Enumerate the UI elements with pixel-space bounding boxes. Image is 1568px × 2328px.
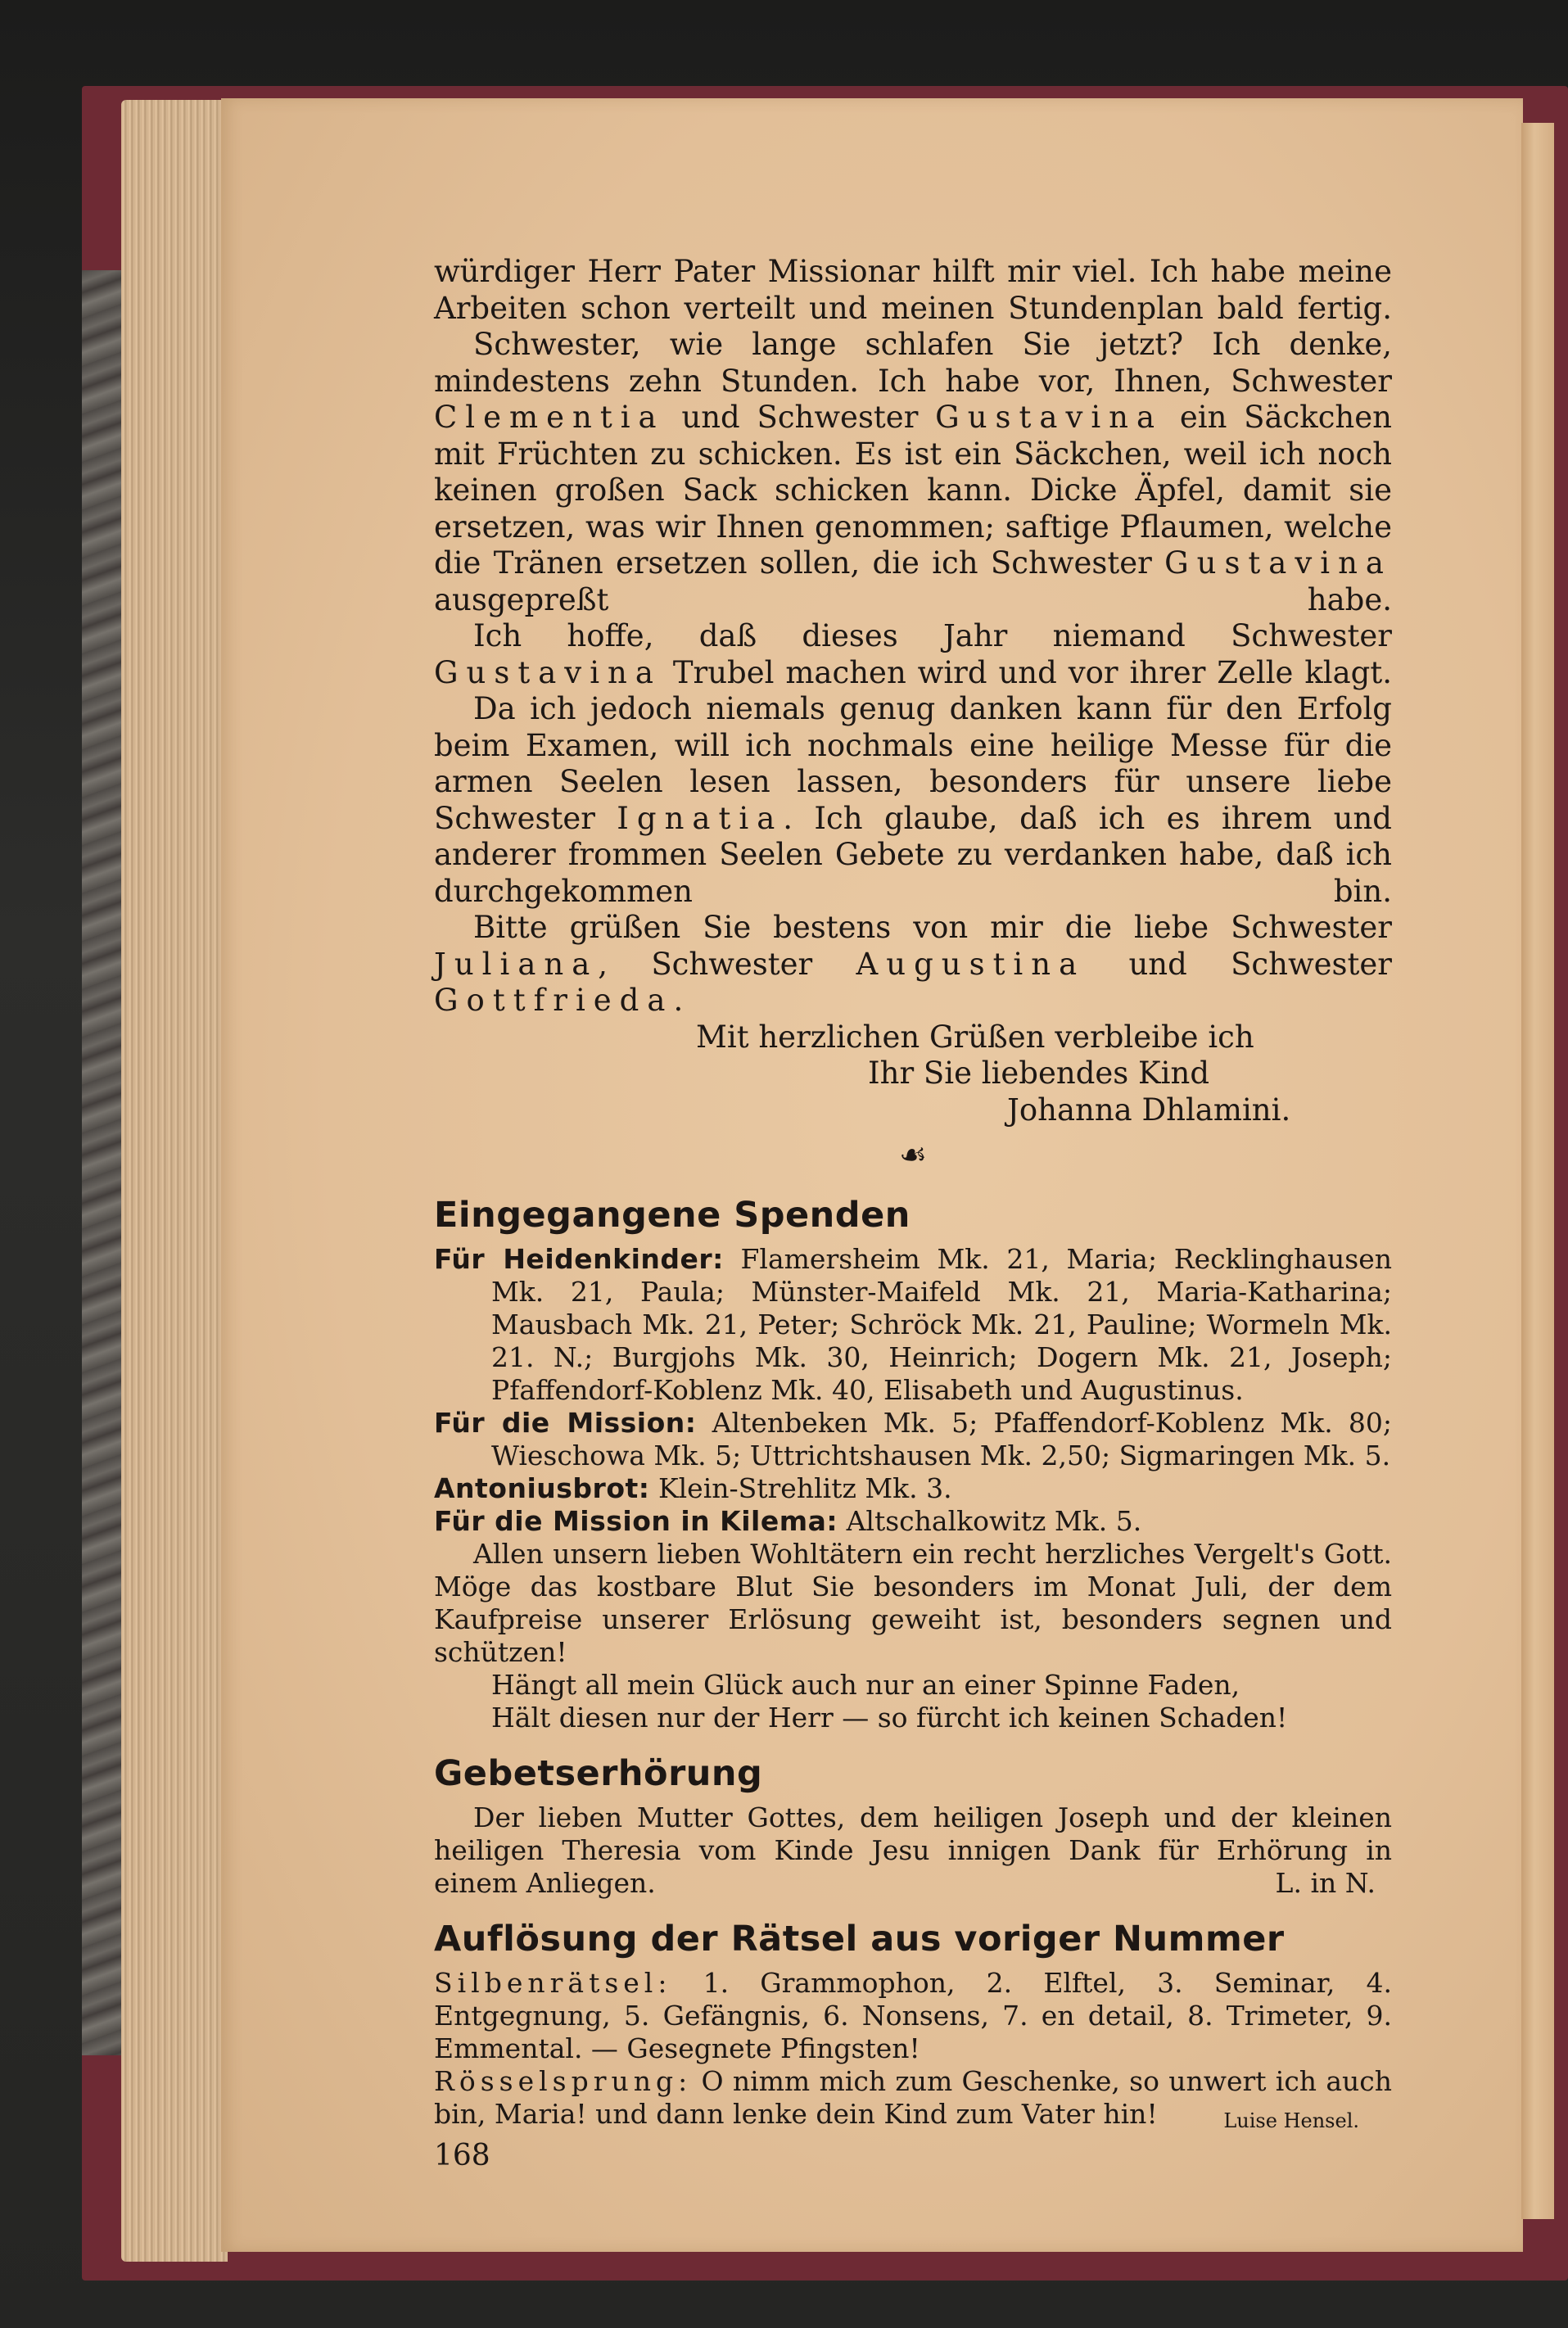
spaced-name: Gustavina bbox=[935, 400, 1164, 435]
solution-author: Luise Hensel. bbox=[1223, 2109, 1359, 2132]
letter-text: Bitte grüßen Sie bestens von mir die liebe Schwester bbox=[473, 910, 1392, 945]
spaced-name: Gustavina bbox=[1164, 545, 1392, 581]
solution-label: Silbenrätsel: bbox=[434, 1967, 672, 1999]
letter-paragraph bbox=[434, 910, 1392, 1019]
spaced-name: Augustina bbox=[856, 946, 1086, 982]
solution-text: O nimm mich zum Geschenke, so unwert ich auch bin, Maria! und dann lenke dein Kind zum Vater hin! bbox=[434, 2065, 1392, 2130]
prayer-signature: L. in N. bbox=[1275, 1867, 1376, 1899]
letter-text: . bbox=[673, 983, 684, 1018]
donations-list bbox=[434, 1243, 1392, 1538]
letter-paragraph bbox=[434, 254, 1392, 327]
prayer-text bbox=[434, 1801, 1392, 1900]
donation-text: Altenbeken Mk. 5; Pfaffendorf-Koblenz Mk. 80; Wieschowa Mk. 5; Uttrichtshausen Mk. 2,50; Sigmaringen Mk. 5. bbox=[491, 1407, 1392, 1471]
ornament-icon: ☙ bbox=[898, 1137, 928, 1173]
solution-label: Rösselsprung: bbox=[434, 2065, 693, 2097]
letter-text: . Ich glaube, daß ich es ihrem und anderer frommen Seelen Gebete zu verdanken habe, daß ich durchgekommen bin. bbox=[434, 800, 1392, 909]
closing-line: Ihr Sie liebendes Kind bbox=[868, 1056, 1210, 1091]
verse-line: Hängt all mein Glück auch nur an einer Spinne Faden, bbox=[491, 1669, 1240, 1701]
spaced-name: Gottfrieda bbox=[434, 983, 674, 1018]
donation-text: Flamersheim Mk. 21, Maria; Recklinghausen Mk. 21, Paula; Münster-Maifeld Mk. 21, Maria-Katharina; Mausbach Mk. 21, Peter; Schröck Mk. 21, Pauline; Wormeln Mk. 21. N.; Burgjohs Mk. 30, Heinrich; Dogern Mk. 21, Joseph; Pfaffendorf-Koblenz Mk. 40, Elisabeth und Augustinus. bbox=[491, 1243, 1392, 1406]
page-number: 168 bbox=[434, 2139, 490, 2172]
letter-text: und Schwester bbox=[1085, 946, 1392, 982]
spaced-name: Gustavina bbox=[434, 654, 662, 690]
letter-text: Ich hoffe, daß dieses Jahr niemand Schwester bbox=[473, 618, 1392, 653]
letter-text: Trubel machen wird und vor ihrer Zelle klagt. bbox=[661, 654, 1392, 690]
facing-page-edge bbox=[1521, 123, 1554, 2219]
letter-paragraph bbox=[434, 327, 1392, 618]
letter-text: ein Säckchen mit Früchten zu schicken. Es ist ein Säckchen, weil ich noch keinen großen Sack schicken kann. Dicke Äpfel, damit sie ersetzen, was wir Ihnen genommen; saftige Pflaumen, welche die Tränen ersetzen sollen, die ich Schwester bbox=[434, 400, 1392, 581]
letter-paragraph bbox=[434, 618, 1392, 691]
spaced-name: Ignatia bbox=[617, 800, 784, 836]
letter bbox=[434, 254, 1392, 1128]
solution-entry bbox=[434, 2065, 1392, 2131]
solution-entry bbox=[434, 1967, 1392, 2065]
letter-text: Da ich jedoch niemals genug danken kann für den Erfolg beim Examen, will ich nochmals eine heilige Messe für die armen Seelen lesen lassen, besonders für unsere liebe Schwester bbox=[434, 691, 1392, 836]
page-text bbox=[434, 254, 1392, 2172]
donation-entry bbox=[434, 1243, 1392, 1407]
closing-line: Mit herzlichen Grüßen verbleibe ich bbox=[696, 1019, 1254, 1055]
donation-text: Altschalkowitz Mk. 5. bbox=[838, 1505, 1142, 1537]
solution-text: 1. Grammophon, 2. Elftel, 3. Seminar, 4. Entgegnung, 5. Gefängnis, 6. Nonsens, 7. en detail, 8. Trimeter, 9. Emmental. — Gesegnete Pfingsten! bbox=[434, 1967, 1392, 2064]
solution-section bbox=[434, 1967, 1392, 2131]
donation-label: Für Heidenkinder: bbox=[434, 1243, 724, 1275]
letter-closing bbox=[434, 1019, 1392, 1129]
donation-label: Für die Mission in Kilema: bbox=[434, 1505, 838, 1537]
donation-entry bbox=[434, 1505, 1392, 1538]
letter-text: würdiger Herr Pater Missionar hilft mir viel. Ich habe meine Arbeiten schon verteilt und meinen Stundenplan bald fertig. bbox=[434, 254, 1392, 326]
prayer-heading: Gebetserhörung bbox=[434, 1753, 763, 1794]
spaced-name: Juliana bbox=[434, 946, 599, 982]
prayer-body: Der lieben Mutter Gottes, dem heiligen Joseph und der kleinen heiligen Theresia vom Kinde Jesu innigen Dank für Erhörung in einem Anliegen. bbox=[434, 1801, 1392, 1899]
donation-entry bbox=[434, 1472, 1392, 1505]
letter-signature: Johanna Dhlamini. bbox=[1007, 1092, 1291, 1128]
letter-text: Schwester, wie lange schlafen Sie jetzt? Ich denke, mindestens zehn Stunden. Ich habe vor, Ihnen, Schwester bbox=[434, 327, 1392, 399]
verse-line: Hält diesen nur der Herr — so fürcht ich keinen Schaden! bbox=[491, 1702, 1288, 1734]
donation-label: Antoniusbrot: bbox=[434, 1472, 650, 1504]
donation-text: Klein-Strehlitz Mk. 3. bbox=[649, 1472, 952, 1504]
donations-heading: Eingegangene Spenden bbox=[434, 1195, 911, 1236]
donation-label: Für die Mission: bbox=[434, 1407, 697, 1439]
thanks-text: Allen unsern lieben Wohltätern ein recht herzliches Vergelt's Gott. Möge das kostbare Blut Sie besonders im Monat Juli, der dem Kaufpreise unserer Erlösung geweiht ist, besonders segnen und schützen! bbox=[434, 1538, 1392, 1668]
letter-text: und Schwester bbox=[664, 400, 936, 435]
spaced-name: Clementia bbox=[434, 400, 665, 435]
page-edges bbox=[121, 100, 228, 2262]
prayer-section bbox=[434, 1801, 1392, 1900]
solution-heading: Auflösung der Rätsel aus voriger Nummer bbox=[434, 1919, 1285, 1960]
thanks-section bbox=[434, 1538, 1392, 1734]
letter-text: , Schwester bbox=[598, 946, 856, 982]
letter-text: ausgepreßt habe. bbox=[434, 581, 1392, 617]
letter-paragraph bbox=[434, 691, 1392, 910]
donation-entry bbox=[434, 1407, 1392, 1472]
